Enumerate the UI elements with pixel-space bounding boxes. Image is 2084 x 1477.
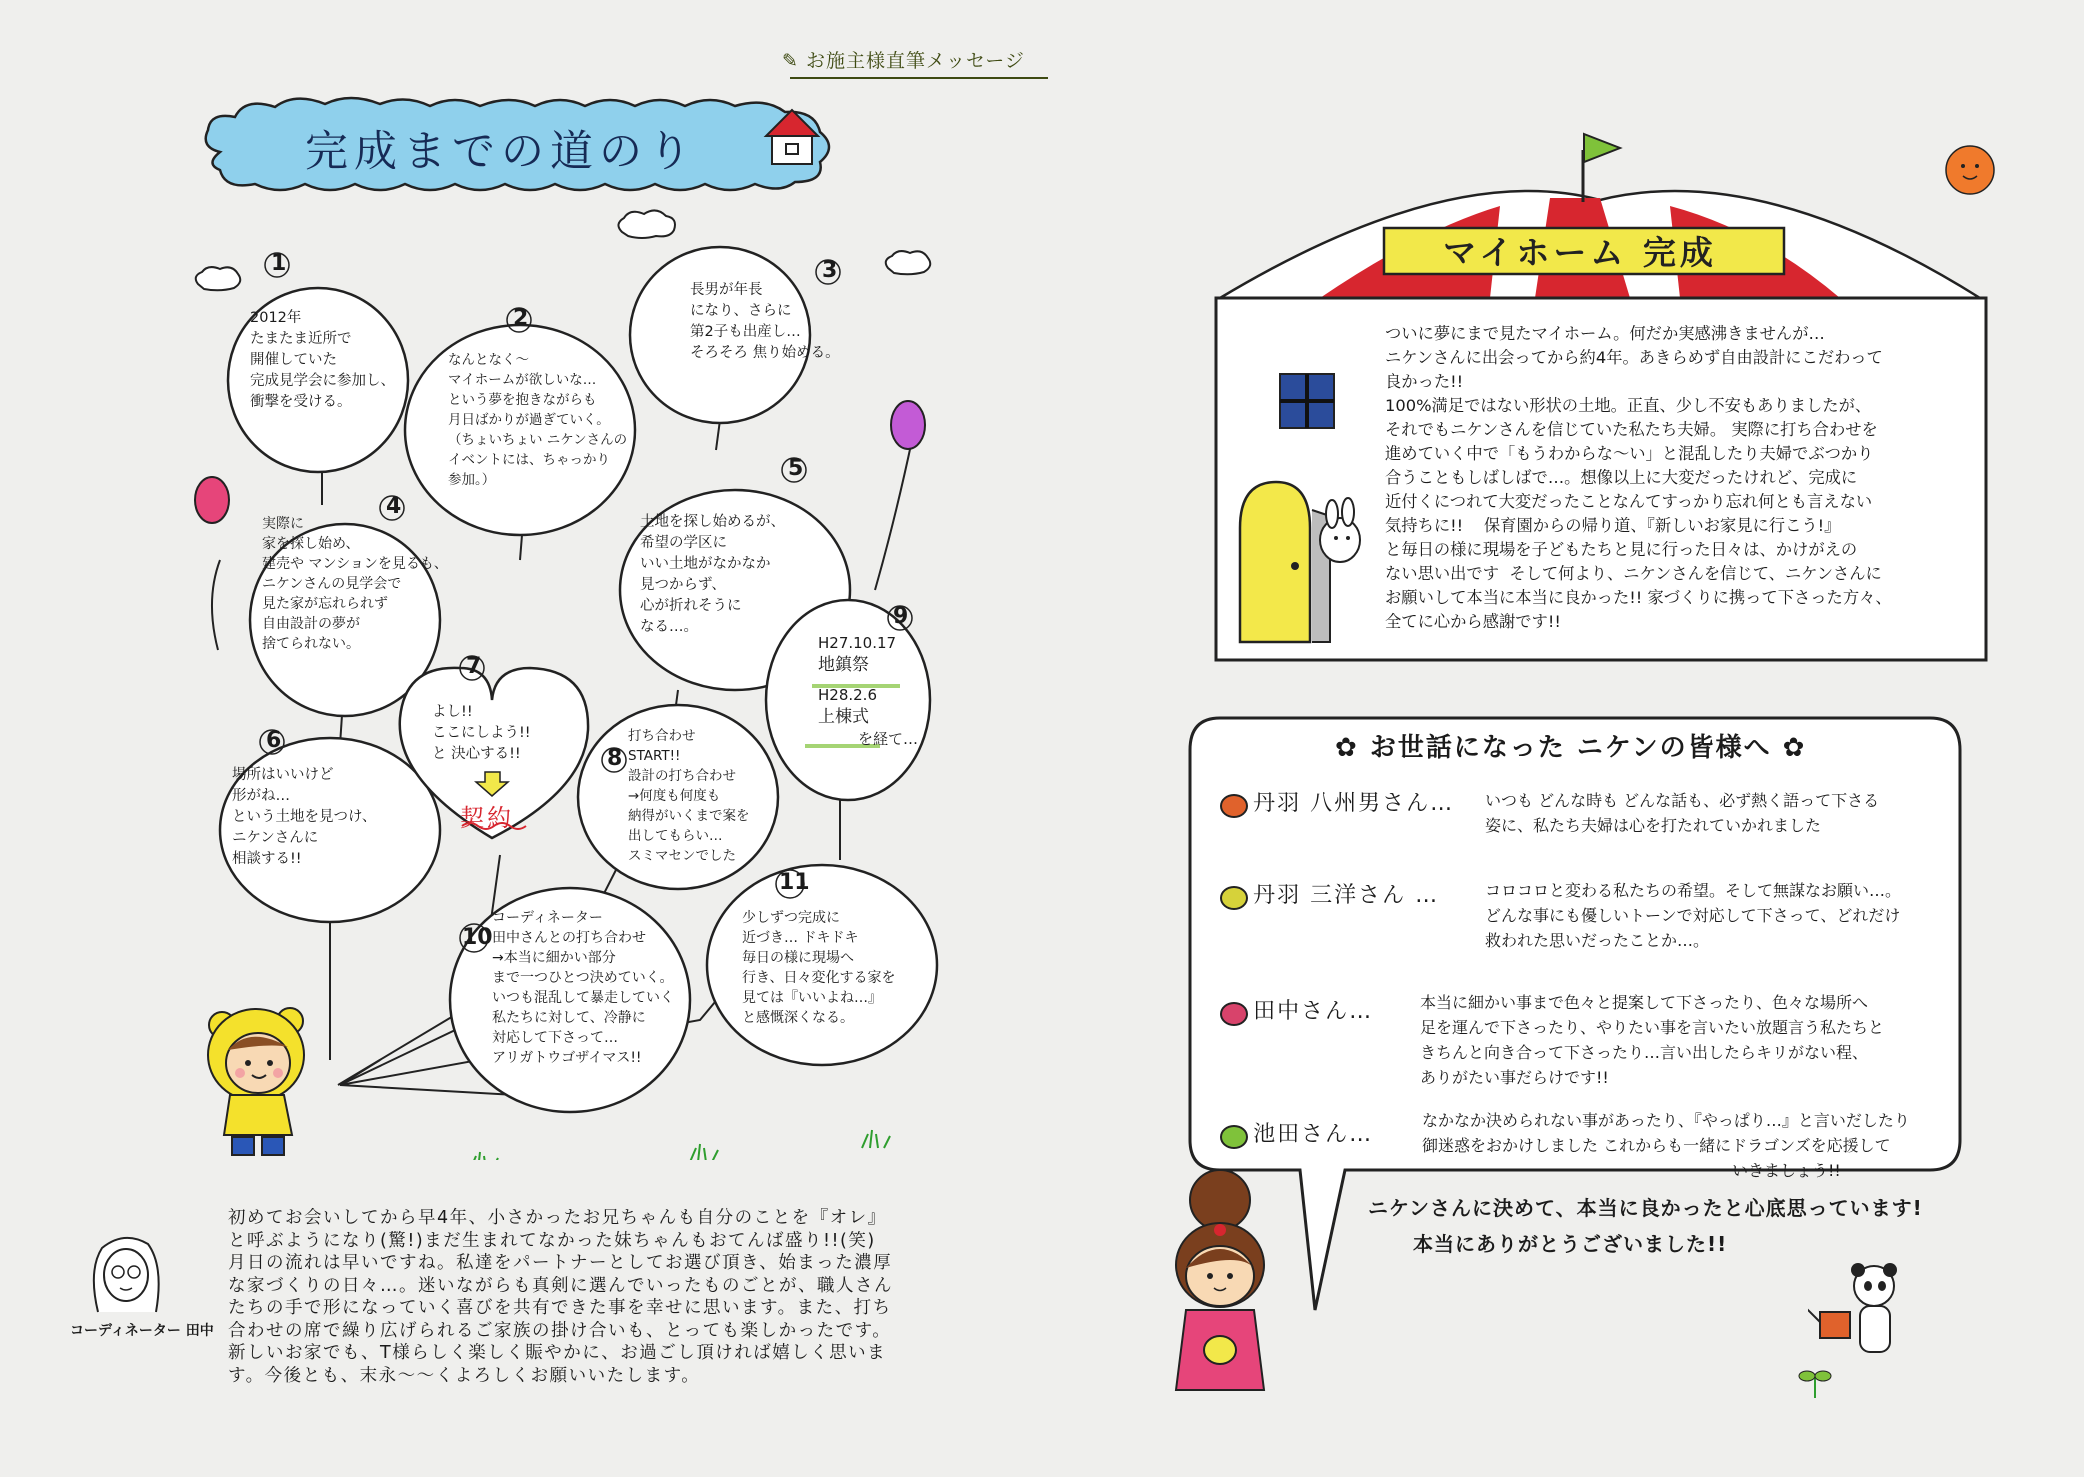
girl-illustration: [1160, 1160, 1280, 1405]
orange-fruit-icon: [1220, 794, 1248, 818]
pink-fruit-icon: [1220, 1002, 1248, 1026]
thanks-message: 本当に細かい事まで色々と提案して下さったり、色々な場所へ 足を運んで下さったり、やりたい事を言いたい放題言う私たちと きちんと向き合って下さったり…言い出したらキリがない程、 ありがたい事だらけです!!: [1420, 993, 1885, 1087]
balloon-10-text: コーディネーター 田中さんとの打ち合わせ →本当に細かい部分 まで一つひとつ決めていく。 いつも混乱して暴走していく 私たちに対して、冷静に 対応して下さって… アリガトウゴザイマス!!: [492, 910, 674, 1066]
thanks-message: なかなか決められない事があったり、『やっぱり…』と言いだしたり 御迷惑をおかけしました これからも一緒にドラゴンズを応援して いきましょう!!: [1422, 1111, 1910, 1180]
balloon-number: 7: [466, 654, 482, 679]
balloon-1-text: 2012年 たまたま近所で 開催していた 完成見学会に参加し、 衝撃を受ける。: [250, 310, 395, 410]
balloon-9-text: H27.10.17 地鎮祭 H28.2.6 上棟式 を経て…: [818, 634, 919, 748]
home-message: ついに夢にまで見たマイホーム。何だか実感沸きませんが… ニケンさんに出会ってから約4年。あきらめず自由設計にこだわって 良かった!! 100%満足ではない形状の土地。正直、少し不安もありましたが、 それでもニケンさんを信じていた私たち夫婦。 実際に打ち合わせを 進めていく中で「もうわからな～い」と混乱したり夫婦でぶつかり 合うこともしばしばで…。想像以上に大変だったけれど、完成に 近付くにつれて大変だったことなんてすっかり忘れ何とも言えない 気持ちに!! 保育園からの帰り道、『新しいお家見に行こう!』 と毎日の様に現場を子どもたちと見に行った日々は、かけがえの ない思い出です そして何より、ニケンさんを信じて、ニケンさんに お願いして本当に本当に良かった!! 家づくりに携って下さった方々、 全てに心から感謝です!!: [1385, 324, 1892, 631]
coordinator-label: コーディネーター 田中: [70, 1323, 214, 1339]
tent-label: マイホーム 完成: [1443, 233, 1717, 272]
yellow-fruit-icon: [1220, 886, 1248, 910]
thanks-message: いつも どんな時も どんな話も、必ず熱く語って下さる 姿に、私たち夫婦は心を打たれていかれました: [1485, 791, 1880, 835]
balloon-4-text: 実際に 家を探し始め、 建売や マンションを見るも、 ニケンさんの見学会で 見た家が忘れられず 自由設計の夢が 捨てられない。: [262, 516, 448, 652]
balloon-5-text: 土地を探し始めるが、 希望の学区に いい土地がなかなか 見つからず、 心が折れそうに なる…。: [640, 514, 785, 635]
balloon-2-text: なんとなく～ マイホームが欲しいな… という夢を抱きながらも 月日ばかりが過ぎていく。 （ちょいちょい ニケンさんの イベントには、ちゃっかり 参加。）: [448, 352, 628, 488]
header-tag: ✎ お施主様直筆メッセージ: [782, 50, 1025, 72]
balloon-11-text: 少しずつ完成に 近づき… ドキドキ 毎日の様に現場へ 行き、日々変化する家を 見ては『いいよね…』 と感慨深くなる。: [742, 910, 896, 1026]
balloon-7-text: よし!! ここにしよう!! と 決心する!!: [432, 704, 531, 762]
child-raincoat-illustration: [200, 995, 330, 1160]
balloon-number: 5: [788, 456, 804, 481]
balloon-number: 3: [822, 258, 838, 283]
thanks-entry: 丹羽 八州男さん…: [1220, 786, 1454, 818]
thanks-entry: 池田さん…: [1220, 1117, 1373, 1149]
balloon-number: 1: [271, 251, 287, 276]
balloon-number: 6: [266, 728, 282, 753]
balloon-number: 2: [513, 306, 529, 331]
flower-icon: ✿: [1335, 733, 1370, 763]
balloon-3-text: 長男が年長 になり、さらに 第2子も出産し… そろそろ 焦り始める。: [690, 282, 840, 361]
balloon-number: 9: [893, 604, 909, 629]
balloon-number: 8: [607, 746, 623, 771]
coordinator-message: 初めてお会いしてから早4年、小さかったお兄ちゃんも自分のことを『オレ』 と呼ぶようになり(驚!)まだ生まれてなかった妹ちゃんもおてんば盛り!!(笑) 月日の流れは早いですね。私達をパートナーとしてお選び頂き、始まった濃厚 な家づくりの日々…。迷いながらも真剣に選んでいったものごとが、職人さん たちの手で形になっていく喜びを共有できた事を幸せに思います。また、打ち 合わせの席で繰り広げられるご家族の掛け合いも、とっても楽しかったです。 新しいお家でも、T様らしく楽しく賑やかに、お過ごし頂ければ嬉しく思いま す。今後とも、末永～～くよろしくお願いいたします。: [228, 1208, 893, 1386]
page-title: 完成までの道のり: [305, 127, 697, 177]
closing-message: ニケンさんに決めて、本当に良かったと心底思っています! 本当にありがとうございました!!: [1368, 1196, 1923, 1256]
balloon-6-text: 場所はいいけど 形がね… という土地を見つけ、 ニケンさんに 相談する!!: [232, 767, 377, 867]
sprout-icon: [1795, 1360, 1835, 1400]
balloon-number: 4: [386, 494, 402, 519]
balloon-number: 11: [779, 870, 810, 895]
thanks-title: ✿ お世話になった ニケンの皆様へ ✿: [1335, 733, 1807, 763]
thanks-entry: 田中さん…: [1220, 994, 1373, 1026]
contract-label: 契約: [460, 804, 514, 832]
thanks-entry: 丹羽 三洋さん …: [1220, 878, 1439, 910]
balloon-number: 10: [462, 925, 493, 950]
pen-icon: ✎: [782, 50, 806, 72]
thanks-message: コロコロと変わる私たちの希望。そして無謀なお願い…。 どんな事にも優しいトーンで対応して下さって、どれだけ 救われた思いだったことか…。: [1485, 881, 1902, 950]
flower-icon: ✿: [1771, 733, 1807, 763]
green-fruit-icon: [1220, 1125, 1248, 1149]
sun-icon: [1930, 136, 2010, 216]
balloon-8-text: 打ち合わせ START!! 設計の打ち合わせ →何度も何度も 納得がいくまで案を 出してもらい… スミマセンでした: [628, 728, 750, 864]
coordinator-portrait: [78, 1230, 173, 1320]
